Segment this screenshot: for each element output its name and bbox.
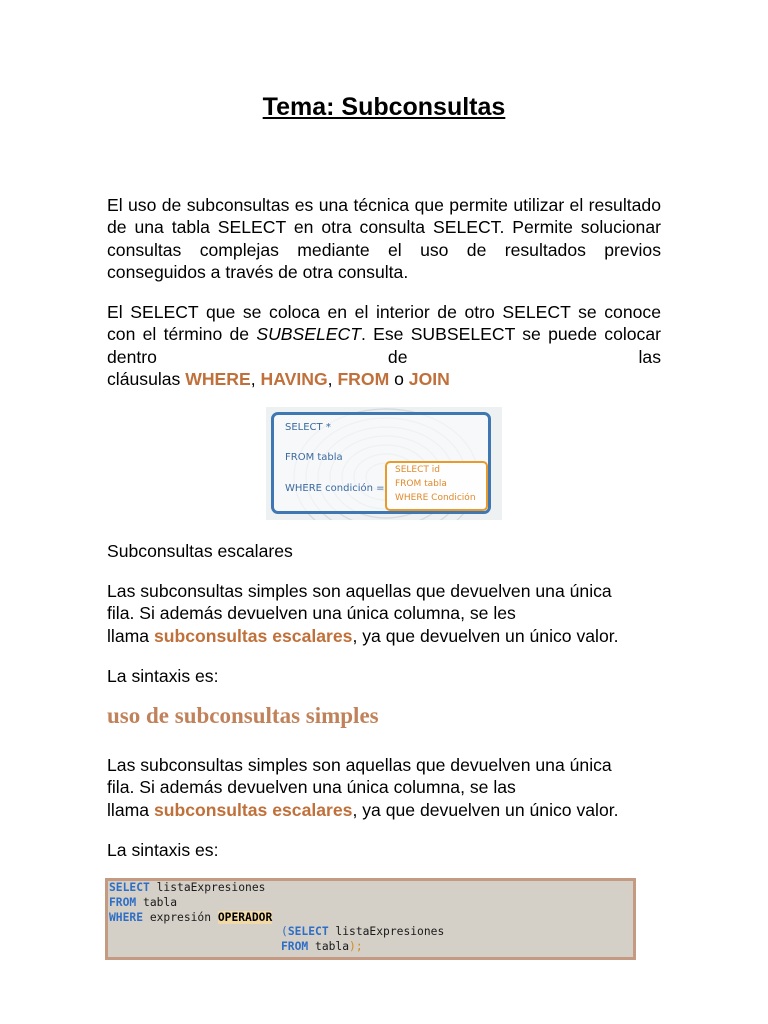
code-keyword: SELECT — [287, 925, 329, 938]
scalar-paragraph-1 — [107, 580, 661, 647]
diagram-inner-line2: FROM tabla — [395, 479, 447, 489]
diagram-outer-line1: SELECT * — [285, 422, 331, 433]
code-keyword: SELECT — [109, 881, 150, 894]
clause-separator: , — [327, 369, 338, 390]
clause-join: JOIN — [408, 369, 450, 390]
clause-where: WHERE — [185, 369, 251, 390]
scalar-p1-line3-end: , ya que devuelven un único valor. — [352, 625, 619, 646]
code-line-2 — [109, 896, 177, 910]
code-keyword: WHERE — [109, 911, 144, 924]
code-keyword: FROM — [109, 896, 137, 909]
code-paren-close: ); — [349, 940, 363, 953]
code-line-3 — [109, 911, 272, 925]
subselect-text-part2: . Ese SUBSELECT se puede colocar dentro de las — [107, 324, 661, 367]
scalar-p1-line3-start: llama — [107, 625, 154, 646]
diagram-outer-line2: FROM tabla — [285, 452, 343, 463]
subselect-paragraph-body — [107, 301, 661, 368]
scalar-p1-line1: Las subconsultas simples son aquellas que devuelven una única — [107, 581, 612, 601]
diagram-inner-line1: SELECT id — [395, 465, 440, 475]
scalar-p1-line2: fila. Si además devuelven una única columna, se les — [107, 603, 516, 624]
scalar-p1-line3 — [107, 625, 661, 647]
code-text: tabla — [308, 940, 350, 953]
scalar-p1-highlight: subconsultas escalares — [153, 625, 353, 646]
scalar-p2-line3-end: , ya que devuelven un único valor. — [352, 799, 619, 820]
code-line-4 — [281, 925, 444, 939]
scalar-p2-highlight: subconsultas escalares — [153, 799, 353, 820]
intro-paragraph: El uso de subconsultas es una técnica que permite utilizar el resultado de una tabla SELECT en otra consulta SELECT. Permite solucionar consultas complejas mediante el uso de resultados previos conseguidos a través de otra consulta. — [107, 195, 661, 283]
code-text: expresión — [143, 911, 218, 924]
page-title: Tema: Subconsultas — [262, 93, 506, 121]
scalar-p2-line1: Las subconsultas simples son aquellas que devuelven una única — [107, 755, 612, 775]
diagram-inner-line3: WHERE Condición — [395, 493, 476, 503]
code-line-1 — [109, 881, 265, 895]
clause-from: FROM — [337, 369, 390, 390]
scalar-paragraph-2 — [107, 754, 661, 821]
syntax-label-2: La sintaxis es: — [107, 840, 219, 860]
subselect-text-part3: cláusulas — [107, 369, 186, 390]
subselect-text-part1: El SELECT que se coloca en el interior de otro SELECT se conoce con el término de — [107, 302, 661, 345]
scalar-p2-line3 — [107, 799, 661, 821]
scalar-p2-line3-start: llama — [107, 799, 154, 820]
scalar-heading: Subconsultas escalares — [107, 541, 293, 561]
clause-having: HAVING — [260, 369, 328, 390]
clause-separator: o — [389, 369, 409, 390]
clause-separator: , — [250, 369, 261, 390]
code-operator: OPERADOR — [217, 911, 273, 924]
section-heading: uso de subconsultas simples — [107, 703, 379, 728]
diagram-outer-line3: WHERE condición = — [285, 483, 385, 494]
code-text: listaExpresiones — [328, 925, 445, 938]
code-text: tabla — [136, 896, 178, 909]
syntax-label-1: La sintaxis es: — [107, 666, 219, 686]
scalar-p2-line2: fila. Si además devuelven una única columna, se las — [107, 777, 516, 798]
subselect-paragraph — [107, 301, 661, 391]
code-paren-open: ( — [281, 925, 288, 938]
subselect-term: SUBSELECT — [256, 324, 361, 345]
code-text: listaExpresiones — [149, 881, 266, 894]
subselect-clauses-line — [107, 368, 661, 390]
code-keyword: FROM — [281, 940, 309, 953]
code-line-5 — [281, 940, 363, 954]
